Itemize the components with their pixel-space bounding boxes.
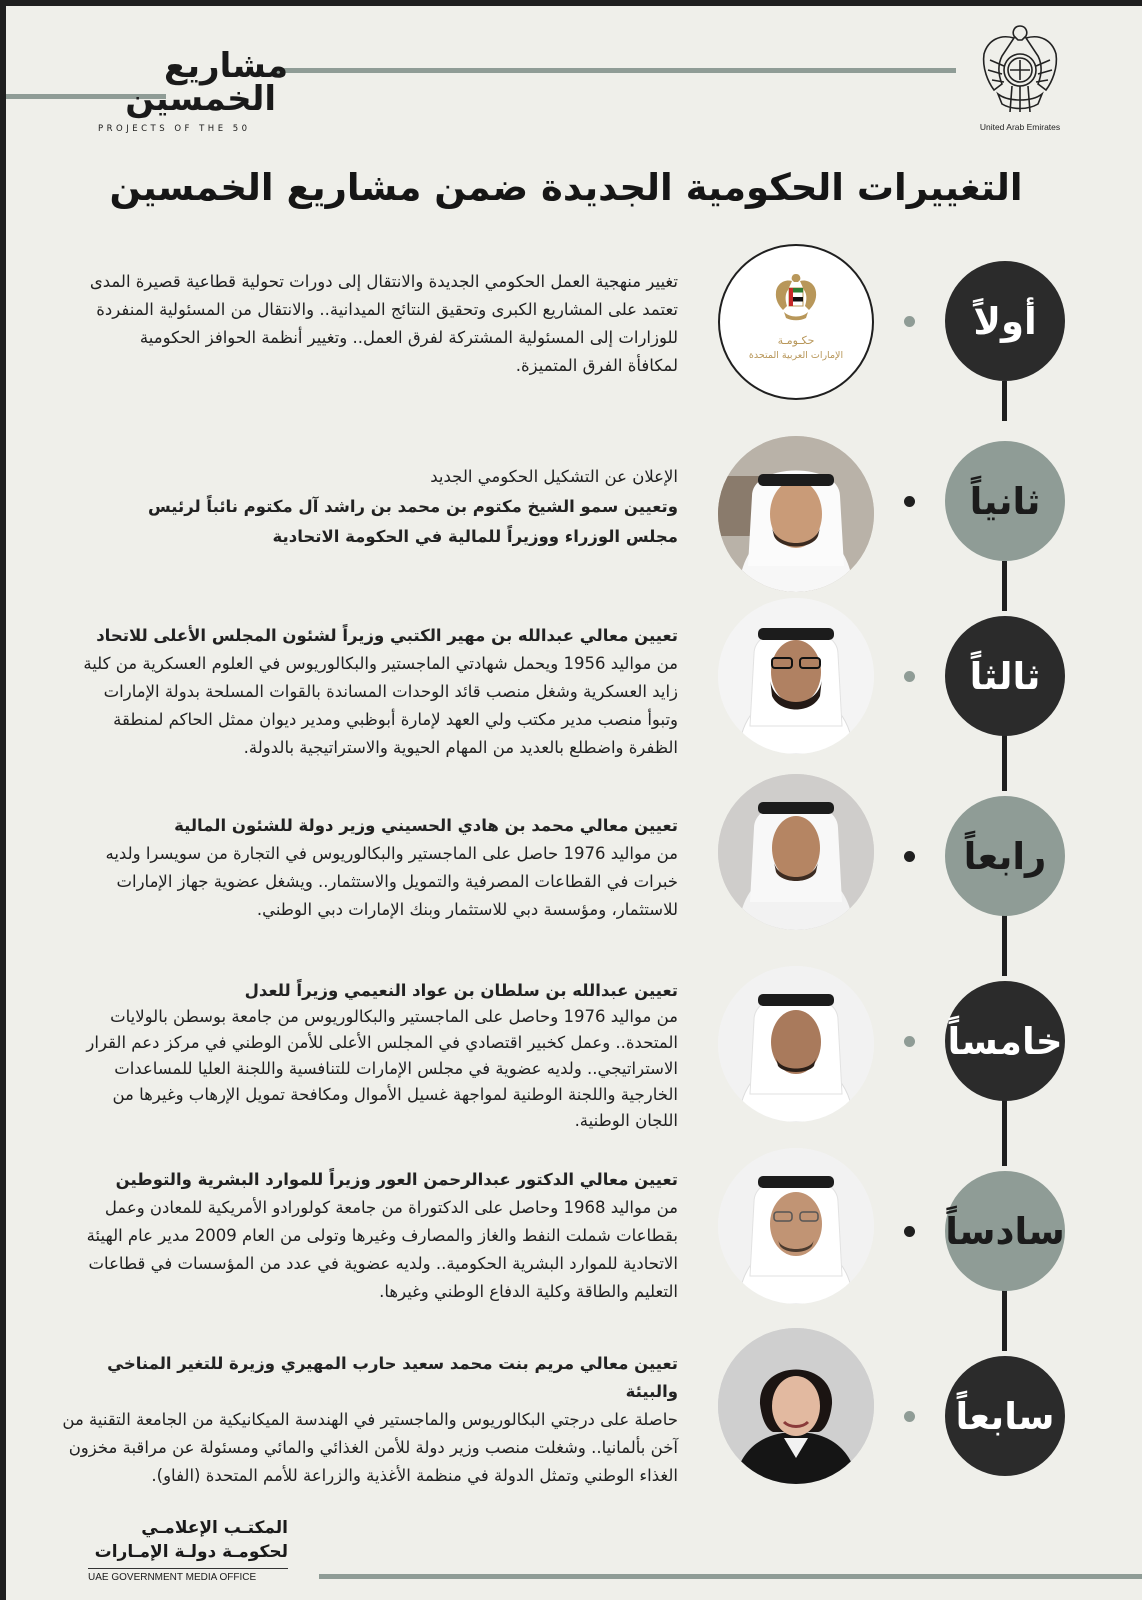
portrait-almheiri xyxy=(718,1328,874,1484)
timeline-dot-5 xyxy=(904,1036,915,1047)
item-4-text xyxy=(78,812,678,924)
item-5-head: تعيين عبدالله بن سلطان بن عواد النعيمي وزيراً للعدل xyxy=(244,981,678,1000)
timeline-connector xyxy=(1002,561,1007,611)
item-1-text xyxy=(88,268,678,380)
item-3-body: من مواليد 1956 ويحمل شهادتي الماجستير والبكالوريوس في العلوم العسكرية من كلية زايد العسكرية وشغل منصب قائد الوحدات المساندة بالقوات المسلحة بدولة الإمارات وتبوأ منصب مدير مكتب ولي العهد لإمارة أبوظبي ومدير ديوان ممثل الحاكم لمنطقة الظفرة واضطلع بالعديد من المهام الحيوية والاستراتيجية بالدولة. xyxy=(83,654,678,757)
portrait-alawar xyxy=(718,1148,874,1304)
portrait-maktoum xyxy=(718,436,874,592)
person-portrait-icon xyxy=(718,1328,874,1484)
item-7-body: حاصلة على درجتي البكالوريوس والماجستير في الهندسة الميكانيكية من الجامعة التقنية من آخن بألمانيا.. وشغلت منصب وزير دولة للأمن الغذائي والمائي ومسئولة عن مراقبة مخزون الغذاء الوطني وتمثل الدولة في منظمة الأغذية والزراعة للأمم المتحدة (الفاو). xyxy=(62,1410,678,1485)
ordinal-bubble-4: رابعاً xyxy=(945,796,1065,916)
ordinal-bubble-2: ثانياً xyxy=(945,441,1065,561)
footer-rule xyxy=(319,1574,1142,1579)
item-6-head: تعيين معالي الدكتور عبدالرحمن العور وزيراً للموارد البشرية والتوطين xyxy=(115,1170,678,1189)
emblem-label: United Arab Emirates xyxy=(979,122,1061,132)
portrait-alhussaini xyxy=(718,774,874,930)
falcon-emblem-icon xyxy=(980,20,1060,116)
timeline-dot-3 xyxy=(904,671,915,682)
ordinal-bubble-5: خامساً xyxy=(945,981,1065,1101)
item-2-intro: الإعلان عن التشكيل الحكومي الجديد xyxy=(430,467,678,486)
gov-logo-text-2: الإمارات العربية المتحدة xyxy=(748,350,844,361)
item-4-head: تعيين معالي محمد بن هادي الحسيني وزير دولة للشئون المالية xyxy=(174,816,678,835)
uae-emblem xyxy=(972,20,1068,132)
portrait-alketbi xyxy=(718,598,874,754)
person-portrait-icon xyxy=(718,598,874,754)
logo-en-text: PROJECTS OF THE 50 xyxy=(98,124,251,134)
timeline-dot-6 xyxy=(904,1226,915,1237)
person-portrait-icon xyxy=(718,1148,874,1304)
item-2-body: وتعيين سمو الشيخ مكتوم بن محمد بن راشد آل مكتوم نائباً لرئيس مجلس الوزراء ووزيراً للمالية في الحكومة الاتحادية xyxy=(147,497,678,546)
timeline-connector xyxy=(1002,1286,1007,1351)
timeline-dot-1 xyxy=(904,316,915,327)
item-4-body: من مواليد 1976 حاصل على الماجستير والبكالوريوس في التجارة من سويسرا ولديه خبرات في القطاعات المصرفية والتمويل والاستثمار.. ويشغل عضوية جهاز الإمارات للاستثمار، ومؤسسة دبي للاستثمار وبنك الإمارات دبي الوطني. xyxy=(105,844,678,919)
item-1-body: تغيير منهجية العمل الحكومي الجديدة والانتقال إلى دورات تحولية قطاعية قصيرة المدى تعتمد على المشاريع الكبرى وتحقيق النتائج الميدانية.. والانتقال من المسئولية المنفردة للوزارات إلى المسئولية المشتركة لفرق العمل.. وتغيير أنظمة الحوافز الحكومية لمكافأة الفرق المتميزة. xyxy=(89,272,678,375)
timeline-connector xyxy=(1002,381,1007,421)
logo-ar-line2: الخمسين xyxy=(125,79,276,119)
uae-government-logo xyxy=(718,244,874,400)
infographic-page xyxy=(6,6,1142,1600)
projects-of-50-logo xyxy=(98,46,288,134)
ordinal-bubble-3: ثالثاً xyxy=(945,616,1065,736)
person-portrait-icon xyxy=(718,774,874,930)
timeline-dot-4 xyxy=(904,851,915,862)
timeline-dot-7 xyxy=(904,1411,915,1422)
ordinal-bubble-6: سادساً xyxy=(945,1171,1065,1291)
media-office-en: UAE GOVERNMENT MEDIA OFFICE xyxy=(88,1568,288,1583)
gov-logo-text-1: حكـومـة xyxy=(777,334,815,347)
item-5-text xyxy=(78,978,678,1134)
item-3-head: تعيين معالي عبدالله بن مهير الكتبي وزيراً لشئون المجلس الأعلى للاتحاد xyxy=(96,626,678,645)
media-office-ar-line1: المكتـب الإعلامـي xyxy=(141,1518,288,1538)
item-7-text xyxy=(58,1350,678,1490)
item-3-text xyxy=(78,622,678,762)
media-office-ar-line2: لحكومـة دولـة الإمـارات xyxy=(94,1542,288,1562)
timeline-connector xyxy=(1002,731,1007,791)
item-6-text xyxy=(78,1166,678,1306)
media-office-logo xyxy=(88,1516,288,1583)
item-2-text xyxy=(118,462,678,552)
item-7-head: تعيين معالي مريم بنت محمد سعيد حارب المهيري وزيرة للتغير المناخي والبيئة xyxy=(107,1354,678,1401)
item-5-body: من مواليد 1976 وحاصل على الماجستير والبكالوريوس من جامعة بوسطن بالولايات المتحدة.. وعمل كخبير اقتصادي في المجلس الأعلى للأمن الوطني في مركز دعم القرار الاستراتيجي.. ولديه عضوية في مجلس الإمارات للتنافسية واللجنة العليا للمساعدات الخارجية واللجنة الوطنية لمواجهة غسيل الأموال ومكافحة تمويل الإرهاب وغيرها من اللجان الوطنية. xyxy=(86,1007,678,1130)
timeline-connector xyxy=(1002,911,1007,976)
ordinal-bubble-7: سابعاً xyxy=(945,1356,1065,1476)
page-title: التغييرات الحكومية الجديدة ضمن مشاريع الخمسين xyxy=(109,166,1023,209)
person-portrait-icon xyxy=(718,966,874,1122)
timeline-dot-2 xyxy=(904,496,915,507)
gold-falcon-icon xyxy=(774,272,818,322)
ordinal-bubble-1: أولاً xyxy=(945,261,1065,381)
person-portrait-icon xyxy=(718,436,874,592)
item-6-body: من مواليد 1968 وحاصل على الدكتوراة من جامعة كولورادو الأمريكية للمعادن وعمل بقطاعات شملت النفط والغاز والمصارف وغيرها وتولى من العام 2009 مدير عام الهيئة الاتحادية للموارد البشرية الحكومية.. ولديه عضوية في عدد من المؤسسات في قطاعات التعليم والطاقة وكلية الدفاع الوطني وغيرها. xyxy=(86,1198,678,1301)
header-rule-long xyxy=(276,68,956,73)
logo-ar-line1: مشاريع xyxy=(164,46,288,86)
timeline-connector xyxy=(1002,1091,1007,1166)
portrait-alnuaimi xyxy=(718,966,874,1122)
